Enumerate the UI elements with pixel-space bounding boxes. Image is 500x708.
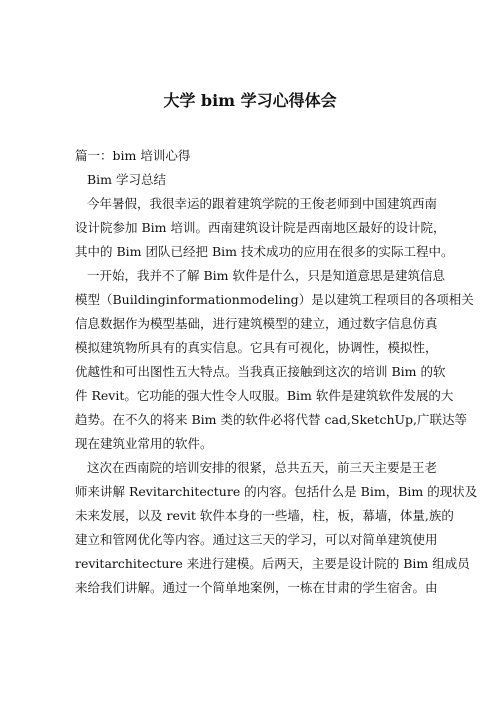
paragraph-line: 今年暑假，我很幸运的跟着建筑学院的王俊老师到中国建筑西南 xyxy=(87,196,438,211)
document-body xyxy=(75,144,478,600)
subsection-heading: Bim 学习总结 xyxy=(87,172,167,187)
document-title: 大学 bim 学习心得体会 xyxy=(163,91,337,110)
paragraph-line: 未来发展，以及 revit 软件本身的一些墙，柱，板，幕墙，体量,族的 xyxy=(75,508,454,523)
paragraph-line: 件 Revit。它功能的强大性令人叹服。Bim 软件是建筑软件发展的大 xyxy=(75,388,454,403)
paragraph-line: 其中的 Bim 团队已经把 Bim 技术成功的应用在很多的实际工程中。 xyxy=(75,244,454,259)
paragraph-line: 优越性和可出图性五大特点。当我真正接触到这次的培训 Bim 的软 xyxy=(75,364,446,379)
section-heading: 篇一：bim 培训心得 xyxy=(75,148,191,163)
paragraph-line: 趋势。在不久的将来 Bim 类的软件必将代替 cad,SketchUp,广联达等 xyxy=(75,412,468,427)
paragraph-line: revitarchitecture 来进行建模。后两天，主要是设计院的 Bim 组成员 xyxy=(75,556,470,571)
paragraph-line: 这次在西南院的培训安排的很紧，总共五天，前三天主要是王老 xyxy=(87,460,438,475)
paragraph-line: 信息数据作为模型基础，进行建筑模型的建立，通过数字信息仿真 xyxy=(75,316,438,331)
paragraph-line: 模型（Buildinginformationmodeling）是以建筑工程项目的各项相关 xyxy=(75,292,474,307)
paragraph-line: 现在建筑业常用的软件。 xyxy=(75,436,213,451)
paragraph-line: 来给我们讲解。通过一个简单地案例，一栋在甘肃的学生宿舍。由 xyxy=(75,580,438,595)
paragraph-line: 一开始，我并不了解 Bim 软件是什么，只是知道意思是建筑信息 xyxy=(87,268,445,283)
paragraph-line: 设计院参加 Bim 培训。西南建筑设计院是西南地区最好的设计院， xyxy=(75,220,446,235)
paragraph-line: 模拟建筑物所具有的真实信息。它具有可视化，协调性，模拟性， xyxy=(75,340,438,355)
paragraph-line: 师来讲解 Revitarchitecture 的内容。包括什么是 Bim，Bim 的现状及 xyxy=(75,484,478,499)
paragraph-line: 建立和管网优化等内容。通过这三天的学习，可以对简单建筑使用 xyxy=(75,532,438,547)
